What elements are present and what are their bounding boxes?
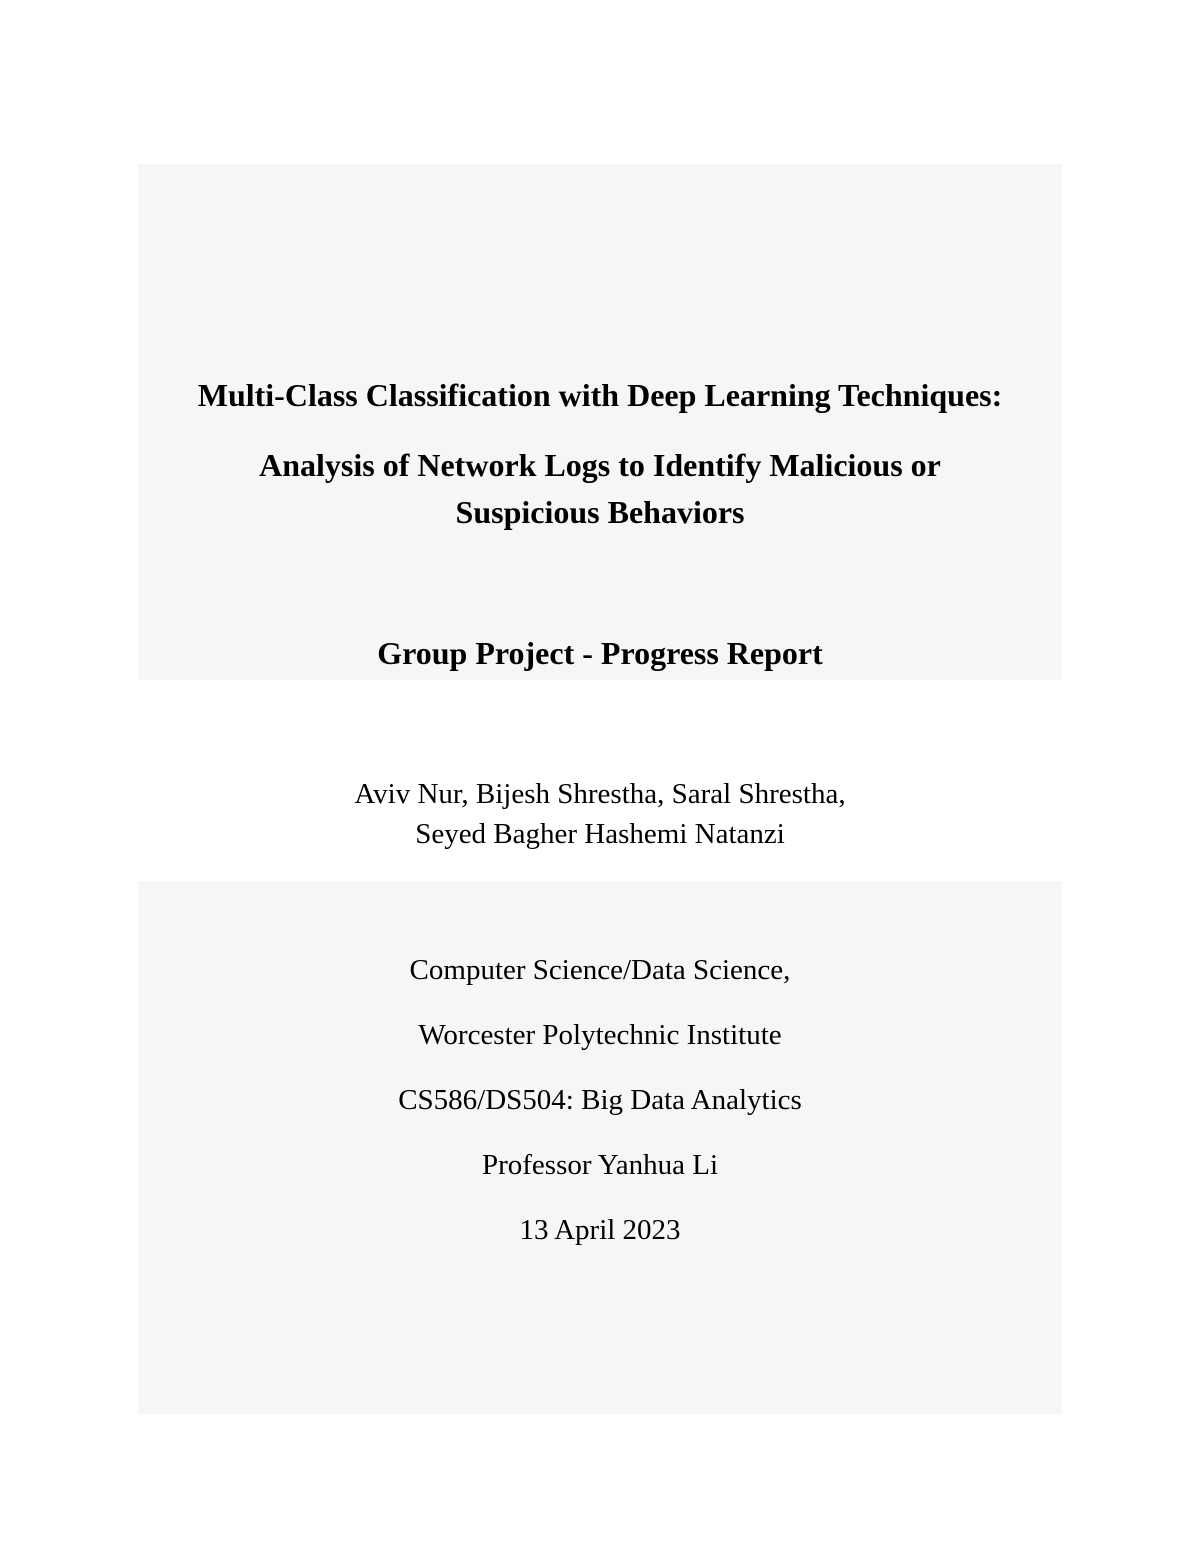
course: CS586/DS504: Big Data Analytics: [398, 1084, 802, 1116]
title-shaded-block: [138, 164, 1062, 680]
department: Computer Science/Data Science,: [409, 954, 791, 986]
professor: Professor Yanhua Li: [481, 1149, 719, 1181]
title-line-3: Suspicious Behaviors: [455, 494, 745, 530]
title-line-1: Multi-Class Classification with Deep Learning Techniques:: [197, 377, 1003, 413]
report-subtitle: Group Project - Progress Report: [377, 635, 823, 671]
authors-line-2: Seyed Bagher Hashemi Natanzi: [415, 818, 785, 850]
authors-line-1: Aviv Nur, Bijesh Shrestha, Saral Shrestha,: [354, 778, 846, 810]
title-line-2: Analysis of Network Logs to Identify Malicious or: [259, 447, 941, 483]
institution: Worcester Polytechnic Institute: [418, 1019, 782, 1051]
report-date: 13 April 2023: [519, 1214, 681, 1246]
